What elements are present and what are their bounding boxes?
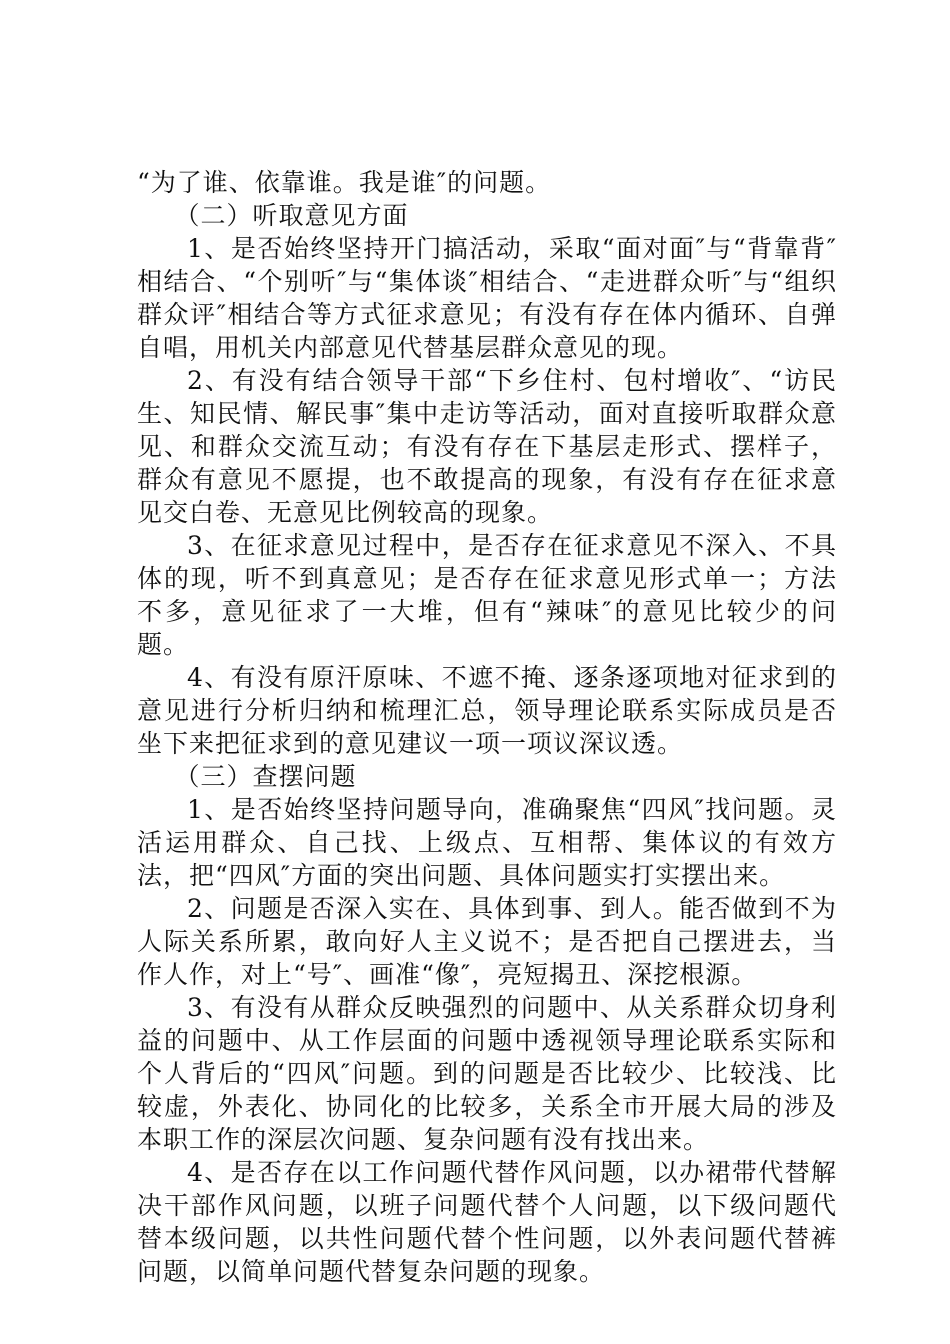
section-heading-listen-opinions: （二）听取意见方面 bbox=[174, 201, 409, 230]
paragraph: 1、是否始终坚持开门搞活动，采取“面对面″与“背靠背″相结合、“个别听″与“集体谈″相结合、“走进群众听″与“组织群众评″相结合等方式征求意见；有没有存在体内循环、自弹自唱，用机关内部意见代替基层群众意见的现。 bbox=[137, 234, 837, 362]
paragraph: 1、是否始终坚持问题导向，准确聚焦“四风″找问题。灵活运用群众、自己找、上级点、互相帮、集体议的有效方法，把“四风″方面的突出问题、具体问题实打实摆出来。 bbox=[137, 795, 837, 890]
paragraph: 4、是否存在以工作问题代替作风问题，以办裙带代替解决干部作风问题，以班子问题代替个人问题，以下级问题代替本级问题，以共性问题代替个性问题，以外表问题代替裤问题，以简单问题代替复杂问题的现象。 bbox=[137, 1158, 837, 1286]
section-heading-check-problems: （三）查摆问题 bbox=[174, 762, 357, 791]
lead-line: “为了谁、依靠谁。我是谁″的问题。 bbox=[137, 168, 552, 197]
paragraph: 2、问题是否深入实在、具体到事、到人。能否做到不为人际关系所累，敢向好人主义说不；是否把自己摆进去，当作人作，对上“号″、画准“像″，亮短揭丑、深挖根源。 bbox=[137, 894, 837, 989]
document-body bbox=[137, 166, 837, 1288]
paragraph: 4、有没有原汗原味、不遮不掩、逐条逐项地对征求到的意见进行分析归纳和梳理汇总，领导理论联系实际成员是否坐下来把征求到的意见建议一项一项议深议透。 bbox=[137, 663, 837, 758]
paragraph: 2、有没有结合领导干部“下乡住村、包村增收″、“访民生、知民情、解民事″集中走访等活动，面对直接听取群众意见、和群众交流互动；有没有存在下基层走形式、摆样子，群众有意见不愿提，也不敢提高的现象，有没有存在征求意见交白卷、无意见比例较高的现象。 bbox=[137, 366, 837, 527]
paragraph: 3、有没有从群众反映强烈的问题中、从关系群众切身利益的问题中、从工作层面的问题中透视领导理论联系实际和个人背后的“四风″问题。到的问题是否比较少、比较浅、比较虚，外表化、协同化的比较多，关系全市开展大局的涉及本职工作的深层次问题、复杂问题有没有找出来。 bbox=[137, 993, 837, 1154]
paragraph: 3、在征求意见过程中，是否存在征求意见不深入、不具体的现，听不到真意见；是否存在征求意见形式单一；方法不多，意见征求了一大堆，但有“辣味″的意见比较少的问题。 bbox=[137, 531, 837, 659]
